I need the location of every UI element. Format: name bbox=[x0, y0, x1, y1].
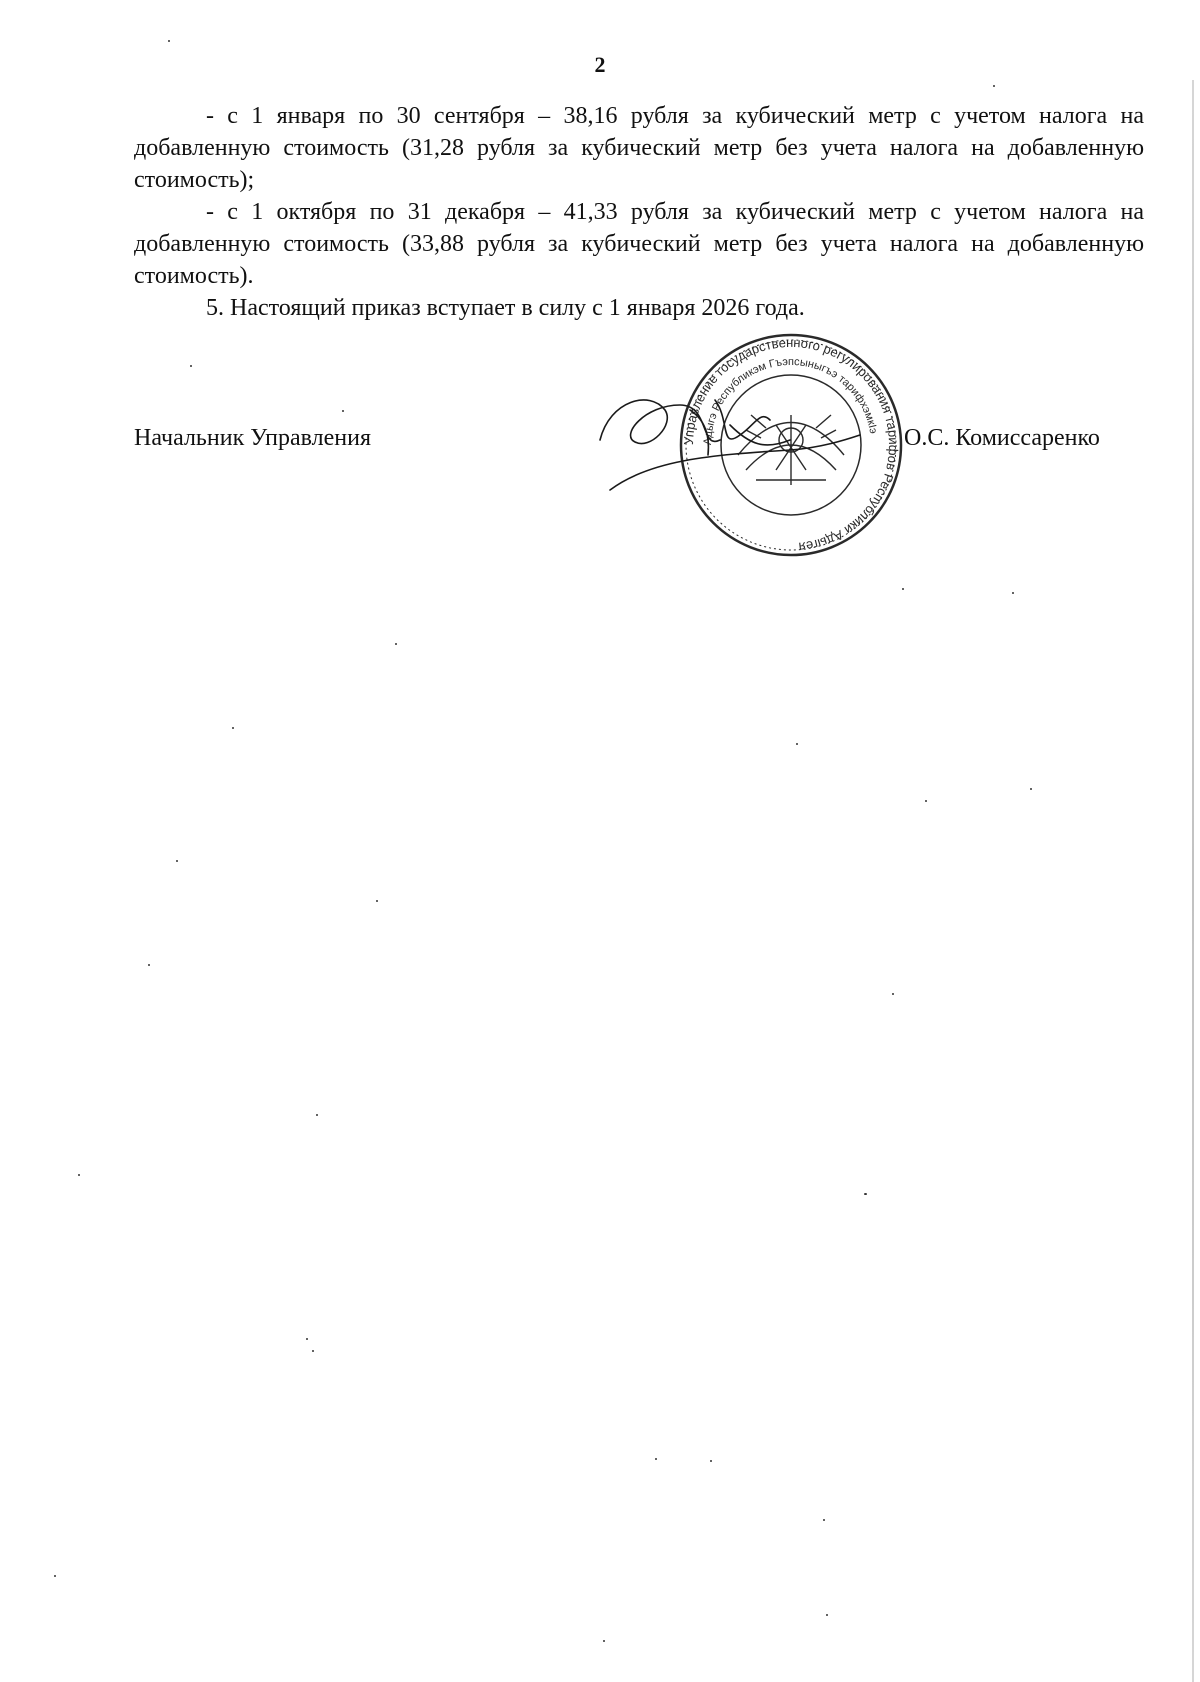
scan-speck bbox=[78, 1174, 80, 1176]
scan-speck bbox=[902, 588, 904, 590]
scan-speck bbox=[993, 85, 995, 87]
scan-speck bbox=[603, 1640, 605, 1642]
document-body bbox=[134, 100, 1144, 324]
scan-speck bbox=[826, 1614, 828, 1616]
scan-speck bbox=[1030, 788, 1032, 790]
scan-speck bbox=[342, 410, 344, 412]
scan-speck bbox=[864, 1193, 867, 1195]
signatory-name: О.С. Комиссаренко bbox=[904, 425, 1100, 451]
paragraph-effective-date: 5. Настоящий приказ вступает в силу с 1 января 2026 года. bbox=[206, 295, 805, 321]
scan-speck bbox=[376, 900, 378, 902]
scan-edge-line bbox=[1192, 80, 1194, 1682]
scan-speck bbox=[312, 1350, 314, 1352]
paragraph-tariff-oct-dec: - с 1 октября по 31 декабря – 41,33 рубля за кубический метр с учетом налога на добавленную стоимость (33,88 рубля за кубический метр без учета налога на добавленную стоимость). bbox=[134, 199, 1144, 289]
page-number: 2 bbox=[594, 52, 606, 77]
scan-speck bbox=[925, 800, 927, 802]
scan-speck bbox=[148, 964, 150, 966]
scan-speck bbox=[892, 993, 894, 995]
scan-speck bbox=[176, 860, 178, 862]
scan-speck bbox=[190, 365, 192, 367]
scan-speck bbox=[232, 727, 234, 729]
stamp-inner-text: Адыгэ Республикэм Гъэпсыныгъэ тарифхэмкIэ bbox=[701, 355, 880, 446]
scan-speck bbox=[710, 1460, 712, 1462]
scan-speck bbox=[1012, 592, 1014, 594]
scan-speck bbox=[168, 40, 170, 42]
scan-speck bbox=[796, 743, 798, 745]
paragraph-tariff-jan-sep: - с 1 января по 30 сентября – 38,16 рубля за кубический метр с учетом налога на добавленную стоимость (31,28 рубля за кубический метр без учета налога на добавленную стоимость); bbox=[134, 103, 1144, 193]
scan-speck bbox=[54, 1575, 56, 1577]
signatory-position: Начальник Управления bbox=[134, 425, 371, 451]
scan-speck bbox=[823, 1519, 825, 1521]
stamp-outer-text: Управление государственного регулирования тарифов Республики Адыгея bbox=[680, 334, 902, 555]
scan-speck bbox=[306, 1338, 308, 1340]
scan-speck bbox=[316, 1114, 318, 1116]
scan-speck bbox=[655, 1458, 657, 1460]
scan-speck bbox=[395, 643, 397, 645]
handwritten-signature bbox=[590, 380, 870, 510]
